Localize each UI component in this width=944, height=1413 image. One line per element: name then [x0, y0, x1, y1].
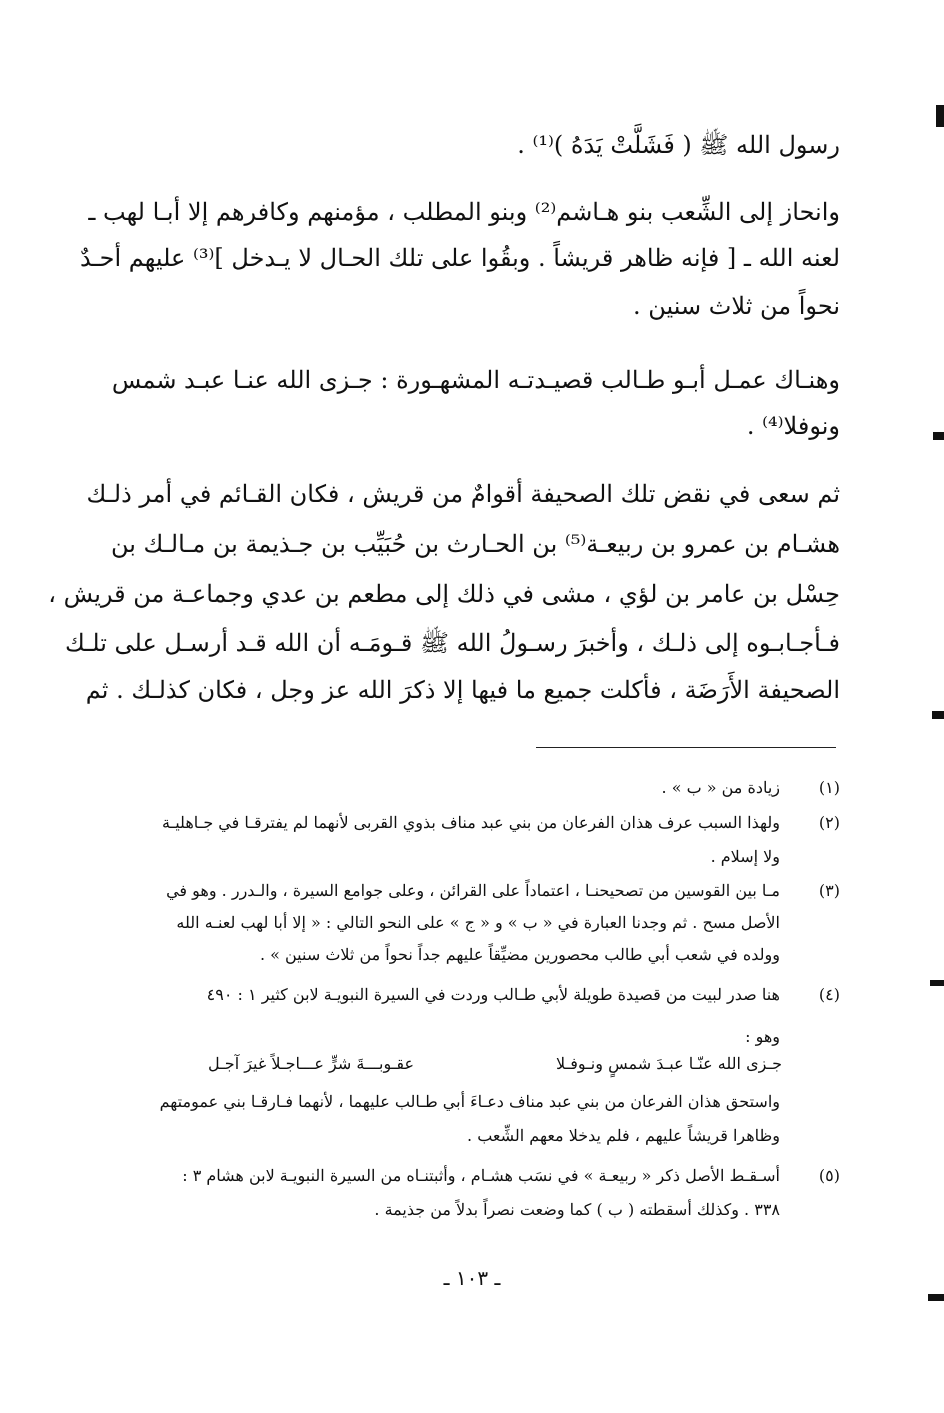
footnote-separator: [536, 747, 836, 748]
page-number: ـ ١٠٣ ـ: [443, 1266, 501, 1290]
scan-edge-mark: [932, 711, 944, 719]
footnote-number: (٤): [818, 985, 840, 1004]
footnote-text: مـا بين القوسين من تصحيحنـا ، اعتماداً على القرائن ، وعلى جوامع السيرة ، والـدرر . وهو في: [166, 881, 780, 900]
footnote-number: (٣): [818, 881, 840, 900]
body-line: وانحاز إلى الشِّعب بنو هـاشم⁽²⁾ وبنو المطلب ، مؤمنهم وكافرهم إلا أبـا لهب ـ: [88, 198, 840, 226]
body-line: ثم سعى في نقض تلك الصحيفة أقوامٌ من قريش ، فكان القـائم في أمر ذلـك: [86, 480, 840, 508]
scan-edge-mark: [930, 980, 944, 986]
body-line: ونوفلا⁽⁴⁾ .: [746, 412, 840, 440]
body-line: حِسْل بن عامر بن لؤي ، مشى في ذلك إلى مطعم بن عدي وجماعـة من قريش ،: [48, 580, 840, 608]
footnote-number: (١): [818, 778, 840, 797]
verse-hemistich-left: عقـوبـــةَ شرٍّ عـــاجـلاً غيرَ آجـل: [208, 1054, 415, 1073]
footnote-text: الأصل مسح . ثم وجدنا العبارة في « ب » و « ج » على النحو التالي : « إلا أبا لهب لعنـه الله: [176, 913, 780, 932]
footnote-number: (٥): [818, 1166, 840, 1185]
footnote-text: أسـقـط الأصل ذكر « ربيعـة » في نسَب هشـام ، وأثبتنـاه من السيرة النبويـة لابن هشام ٣ :: [182, 1166, 780, 1185]
footnote-text: ولهذا السبب عرف هذان الفرعان من بني عبد مناف بذوي القربى لأنهما لم يفترقـا في جـاهليـة: [161, 813, 780, 832]
body-line: لعنه الله ـ [ فإنه ظاهر قريشاً . وبقُوا على تلك الحـال لا يـدخل ]⁽³⁾ عليهم أحـدٌ: [80, 244, 840, 272]
footnote-text: واستحق هذان الفرعان من بني عبد مناف دعـاءَ أبي طـالب عليهما ، لأنهما فـارقـا بني عمومتهم: [159, 1092, 780, 1111]
footnote-number: (٢): [818, 813, 840, 832]
verse-hemistich-right: جـزى الله عنّـا عبـدَ شمسٍ ونـوفـلا: [555, 1054, 782, 1073]
footnote-text: وظاهرا قريشاً عليهم ، فلم يدخلا معهم الشِّعب .: [467, 1126, 780, 1145]
body-line: فـأجـابـوه إلى ذلـك ، وأخبرَ رسـولُ الله ﷺ قـومَـه أن الله قـد أرسـل على تلـك: [65, 629, 840, 657]
footnote-text: زيادة من « ب » .: [661, 778, 780, 797]
footnote-text: وهو :: [745, 1027, 780, 1046]
body-line: وهنـاك عمـل أبـو طـالب قصيـدتـه المشهـورة : جـزى الله عنـا عبـد شمس: [111, 366, 840, 394]
body-line: الصحيفة الأَرَضَة ، فأكلت جميع ما فيها إلا ذكرَ الله عز وجل ، فكان كذلـك . ثم: [85, 676, 840, 704]
footnote-text: ولا إسلام .: [710, 847, 780, 866]
scan-edge-mark: [928, 1294, 944, 1301]
body-line: رسول الله ﷺ ( فَشَلَّتْ يَدَهُ )⁽¹⁾ .: [517, 131, 840, 159]
footnote-text: هنا صدر لبيت من قصيدة طويلة لأبي طـالب وردت في السيرة النبويـة لابن كثير ١ : ٤٩٠: [206, 985, 780, 1004]
footnote-text: ٣٣٨ . وكذلك أسقطته ( ب ) كما وضعت نصراً بدلاً من جذيمة .: [374, 1200, 780, 1219]
body-line: نحواً من ثلاث سنين .: [633, 292, 840, 320]
footnote-text: وولده في شعب أبي طالب محصورين مضيِّقاً عليهم جداً نحواً من ثلاث سنين » .: [259, 945, 780, 964]
body-line: هشـام بن عمرو بن ربيعـة⁽⁵⁾ بن الحـارث بن حُبَيِّب بن جـذيمة بن مـالـك بن: [110, 530, 840, 558]
scan-edge-mark: [933, 432, 944, 440]
scan-edge-mark: [936, 105, 944, 127]
